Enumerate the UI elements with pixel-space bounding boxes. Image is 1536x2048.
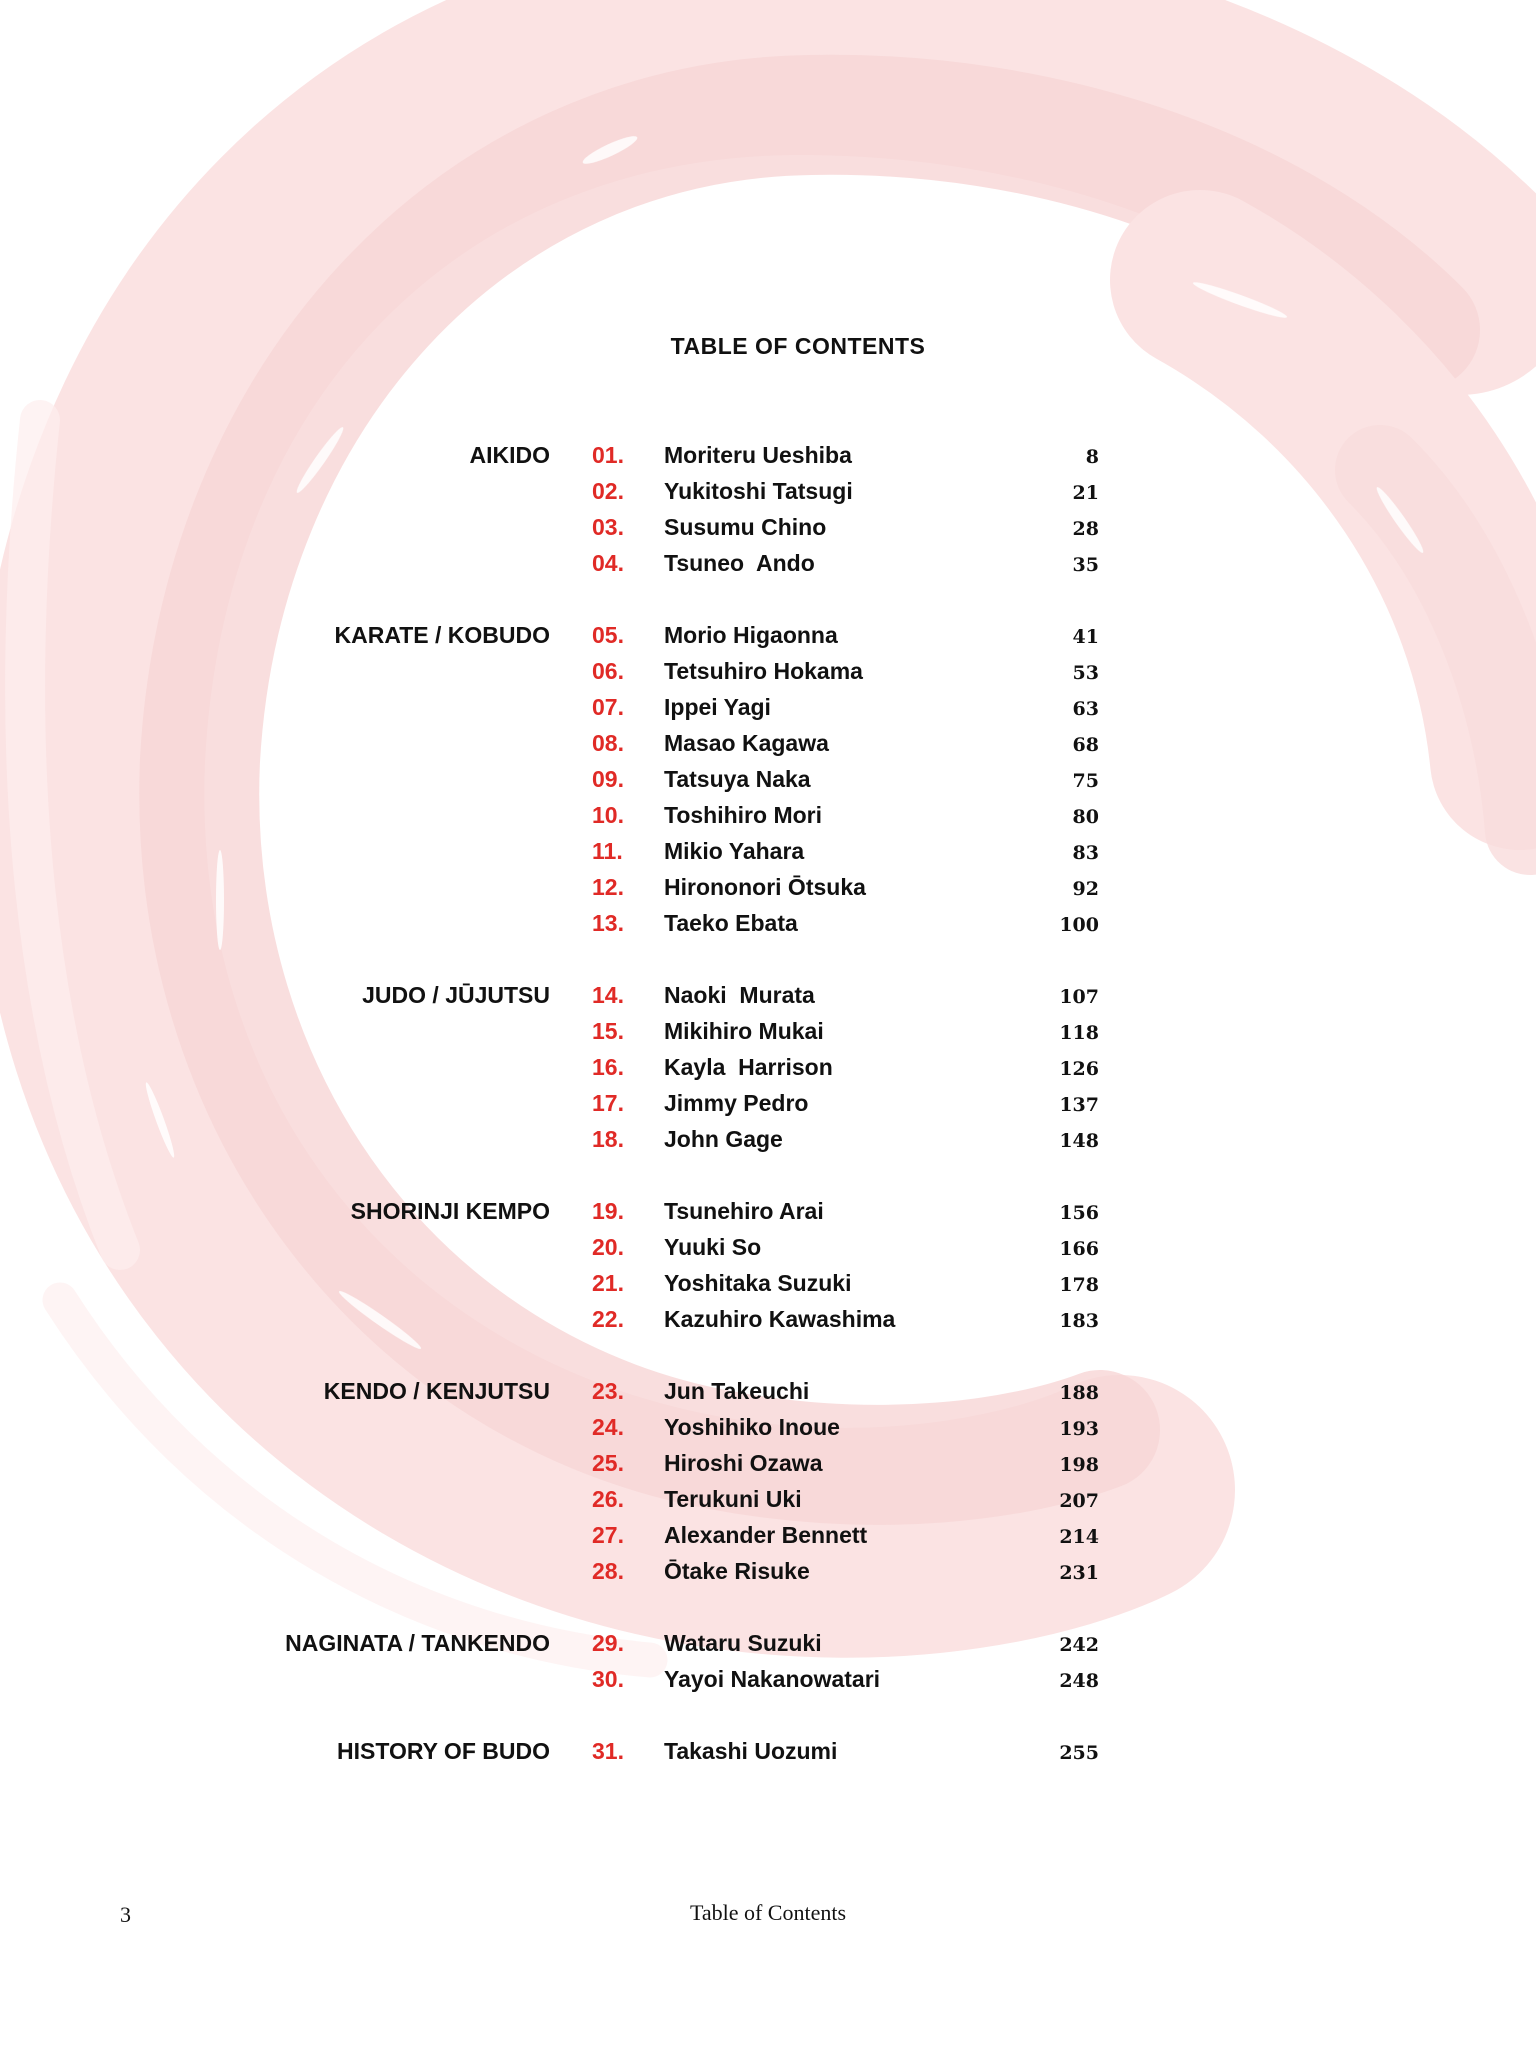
section-label: KENDO / KENJUTSU — [323, 1378, 550, 1404]
section-label: SHORINJI KEMPO — [350, 1198, 550, 1224]
entry-number: 14. — [592, 982, 624, 1008]
entry-page-number: 183 — [1059, 1310, 1099, 1332]
toc-entry[interactable] — [0, 476, 1536, 506]
section-label: JUDO / JŪJUTSU — [362, 982, 550, 1008]
entry-page-number: 75 — [1072, 770, 1099, 792]
section-label: KARATE / KOBUDO — [334, 622, 550, 648]
entry-number: 17. — [592, 1090, 624, 1116]
entry-number: 08. — [592, 730, 624, 756]
entry-page-number: 178 — [1059, 1274, 1099, 1296]
entry-page-number: 148 — [1059, 1130, 1099, 1152]
section-label: NAGINATA / TANKENDO — [285, 1630, 550, 1656]
toc-entry[interactable] — [0, 1628, 1536, 1658]
toc-entry[interactable] — [0, 440, 1536, 470]
entry-name: Taeko Ebata — [664, 910, 798, 936]
toc-entry[interactable] — [0, 1196, 1536, 1226]
entry-name: Takashi Uozumi — [664, 1738, 838, 1764]
entry-page-number: 188 — [1059, 1382, 1099, 1404]
entry-name: Yukitoshi Tatsugi — [664, 478, 853, 504]
entry-name: Masao Kagawa — [664, 730, 829, 756]
entry-page-number: 255 — [1059, 1742, 1099, 1764]
toc-entry[interactable] — [0, 1304, 1536, 1334]
entry-name: Mikio Yahara — [664, 838, 805, 864]
section-label: AIKIDO — [469, 442, 550, 468]
entry-number: 19. — [592, 1198, 624, 1224]
toc-entry[interactable] — [0, 908, 1536, 938]
entry-number: 01. — [592, 442, 624, 468]
entry-name: Jimmy Pedro — [664, 1090, 809, 1116]
entry-page-number: 107 — [1059, 986, 1099, 1008]
toc-entry[interactable] — [0, 800, 1536, 830]
entry-name: Naoki Murata — [664, 982, 815, 1008]
entry-number: 13. — [592, 910, 624, 936]
entry-page-number: 231 — [1059, 1562, 1099, 1584]
toc-entry[interactable] — [0, 1520, 1536, 1550]
entry-number: 11. — [592, 838, 623, 864]
entry-number: 09. — [592, 766, 624, 792]
entry-number: 02. — [592, 478, 624, 504]
toc-entry[interactable] — [0, 728, 1536, 758]
toc-entry[interactable] — [0, 872, 1536, 902]
entry-page-number: 214 — [1059, 1526, 1099, 1548]
toc-entry[interactable] — [0, 836, 1536, 866]
toc-entry[interactable] — [0, 692, 1536, 722]
toc-entry[interactable] — [0, 548, 1536, 578]
entry-name: Tsunehiro Arai — [664, 1198, 824, 1224]
entry-page-number: 248 — [1059, 1670, 1099, 1692]
entry-name: Tsuneo Ando — [664, 550, 815, 576]
entry-page-number: 166 — [1059, 1238, 1099, 1260]
entry-name: Kazuhiro Kawashima — [664, 1306, 896, 1332]
entry-name: Toshihiro Mori — [664, 802, 823, 828]
entry-page-number: 21 — [1072, 482, 1099, 504]
entry-name: Tatsuya Naka — [664, 766, 811, 792]
entry-number: 20. — [592, 1234, 624, 1260]
entry-number: 27. — [592, 1522, 624, 1548]
toc-entry[interactable] — [0, 1736, 1536, 1766]
entry-page-number: 156 — [1059, 1202, 1099, 1224]
entry-page-number: 92 — [1072, 878, 1099, 900]
entry-name: Yayoi Nakanowatari — [664, 1666, 881, 1692]
toc-entry[interactable] — [0, 1412, 1536, 1442]
toc-entry[interactable] — [0, 1268, 1536, 1298]
entry-name: Susumu Chino — [664, 514, 827, 540]
entry-page-number: 193 — [1059, 1418, 1099, 1440]
entry-number: 16. — [592, 1054, 624, 1080]
entry-number: 21. — [592, 1270, 624, 1296]
entry-page-number: 8 — [1085, 446, 1099, 468]
entry-page-number: 28 — [1072, 518, 1099, 540]
entry-name: John Gage — [664, 1126, 783, 1152]
toc-entry[interactable] — [0, 980, 1536, 1010]
entry-name: Moriteru Ueshiba — [664, 442, 852, 468]
entry-name: Mikihiro Mukai — [664, 1018, 824, 1044]
toc-entry[interactable] — [0, 1448, 1536, 1478]
entry-page-number: 53 — [1072, 662, 1099, 684]
entry-name: Ōtake Risuke — [664, 1558, 810, 1584]
entry-page-number: 80 — [1072, 806, 1099, 828]
entry-number: 24. — [592, 1414, 624, 1440]
toc-entry[interactable] — [0, 1232, 1536, 1262]
footer-running-title: Table of Contents — [689, 1900, 847, 1925]
entry-page-number: 137 — [1059, 1094, 1099, 1116]
toc-entry[interactable] — [0, 1088, 1536, 1118]
entry-page-number: 63 — [1072, 698, 1099, 720]
entry-number: 25. — [592, 1450, 624, 1476]
entry-number: 15. — [592, 1018, 624, 1044]
entry-number: 22. — [592, 1306, 624, 1332]
entry-name: Ippei Yagi — [664, 694, 771, 720]
entry-number: 12. — [592, 874, 624, 900]
toc-entry[interactable] — [0, 1556, 1536, 1586]
toc-entry[interactable] — [0, 1484, 1536, 1514]
toc-entry[interactable] — [0, 1052, 1536, 1082]
entry-number: 03. — [592, 514, 624, 540]
entry-name: Hiroshi Ozawa — [664, 1450, 823, 1476]
toc-entry[interactable] — [0, 512, 1536, 542]
entry-number: 05. — [592, 622, 624, 648]
page-title: TABLE OF CONTENTS — [670, 333, 926, 359]
entry-page-number: 118 — [1059, 1022, 1099, 1044]
entry-name: Yoshihiko Inoue — [664, 1414, 840, 1440]
entry-name: Hirononori Ōtsuka — [664, 874, 866, 900]
entry-name: Wataru Suzuki — [664, 1630, 822, 1656]
entry-page-number: 126 — [1059, 1058, 1099, 1080]
toc-entry[interactable] — [0, 1124, 1536, 1154]
entry-number: 23. — [592, 1378, 624, 1404]
entry-number: 06. — [592, 658, 624, 684]
entry-page-number: 41 — [1072, 626, 1099, 648]
entry-page-number: 35 — [1072, 554, 1099, 576]
entry-name: Yoshitaka Suzuki — [664, 1270, 852, 1296]
section-label: HISTORY OF BUDO — [337, 1738, 550, 1764]
entry-page-number: 83 — [1072, 842, 1099, 864]
entry-name: Jun Takeuchi — [664, 1378, 810, 1404]
toc-entry[interactable] — [0, 620, 1536, 650]
toc-entry[interactable] — [0, 1016, 1536, 1046]
entry-number: 26. — [592, 1486, 624, 1512]
entry-name: Terukuni Uki — [664, 1486, 802, 1512]
entry-page-number: 198 — [1059, 1454, 1099, 1476]
entry-name: Yuuki So — [664, 1234, 762, 1260]
entry-number: 31. — [592, 1738, 624, 1764]
toc-entry[interactable] — [0, 656, 1536, 686]
entry-number: 07. — [592, 694, 624, 720]
toc-entry[interactable] — [0, 1376, 1536, 1406]
entry-page-number: 68 — [1072, 734, 1099, 756]
entry-name: Kayla Harrison — [664, 1054, 833, 1080]
entry-number: 18. — [592, 1126, 624, 1152]
entry-number: 28. — [592, 1558, 624, 1584]
entry-number: 10. — [592, 802, 624, 828]
entry-number: 29. — [592, 1630, 624, 1656]
toc-entry[interactable] — [0, 764, 1536, 794]
entry-page-number: 207 — [1059, 1490, 1099, 1512]
entry-page-number: 100 — [1059, 914, 1099, 936]
entry-name: Morio Higaonna — [664, 622, 838, 648]
footer-page-number: 3 — [120, 1902, 131, 1927]
entry-number: 30. — [592, 1666, 624, 1692]
entry-number: 04. — [592, 550, 624, 576]
entry-page-number: 242 — [1059, 1634, 1099, 1656]
entry-name: Tetsuhiro Hokama — [664, 658, 863, 684]
entry-name: Alexander Bennett — [664, 1522, 868, 1548]
toc-entry[interactable] — [0, 1664, 1536, 1694]
